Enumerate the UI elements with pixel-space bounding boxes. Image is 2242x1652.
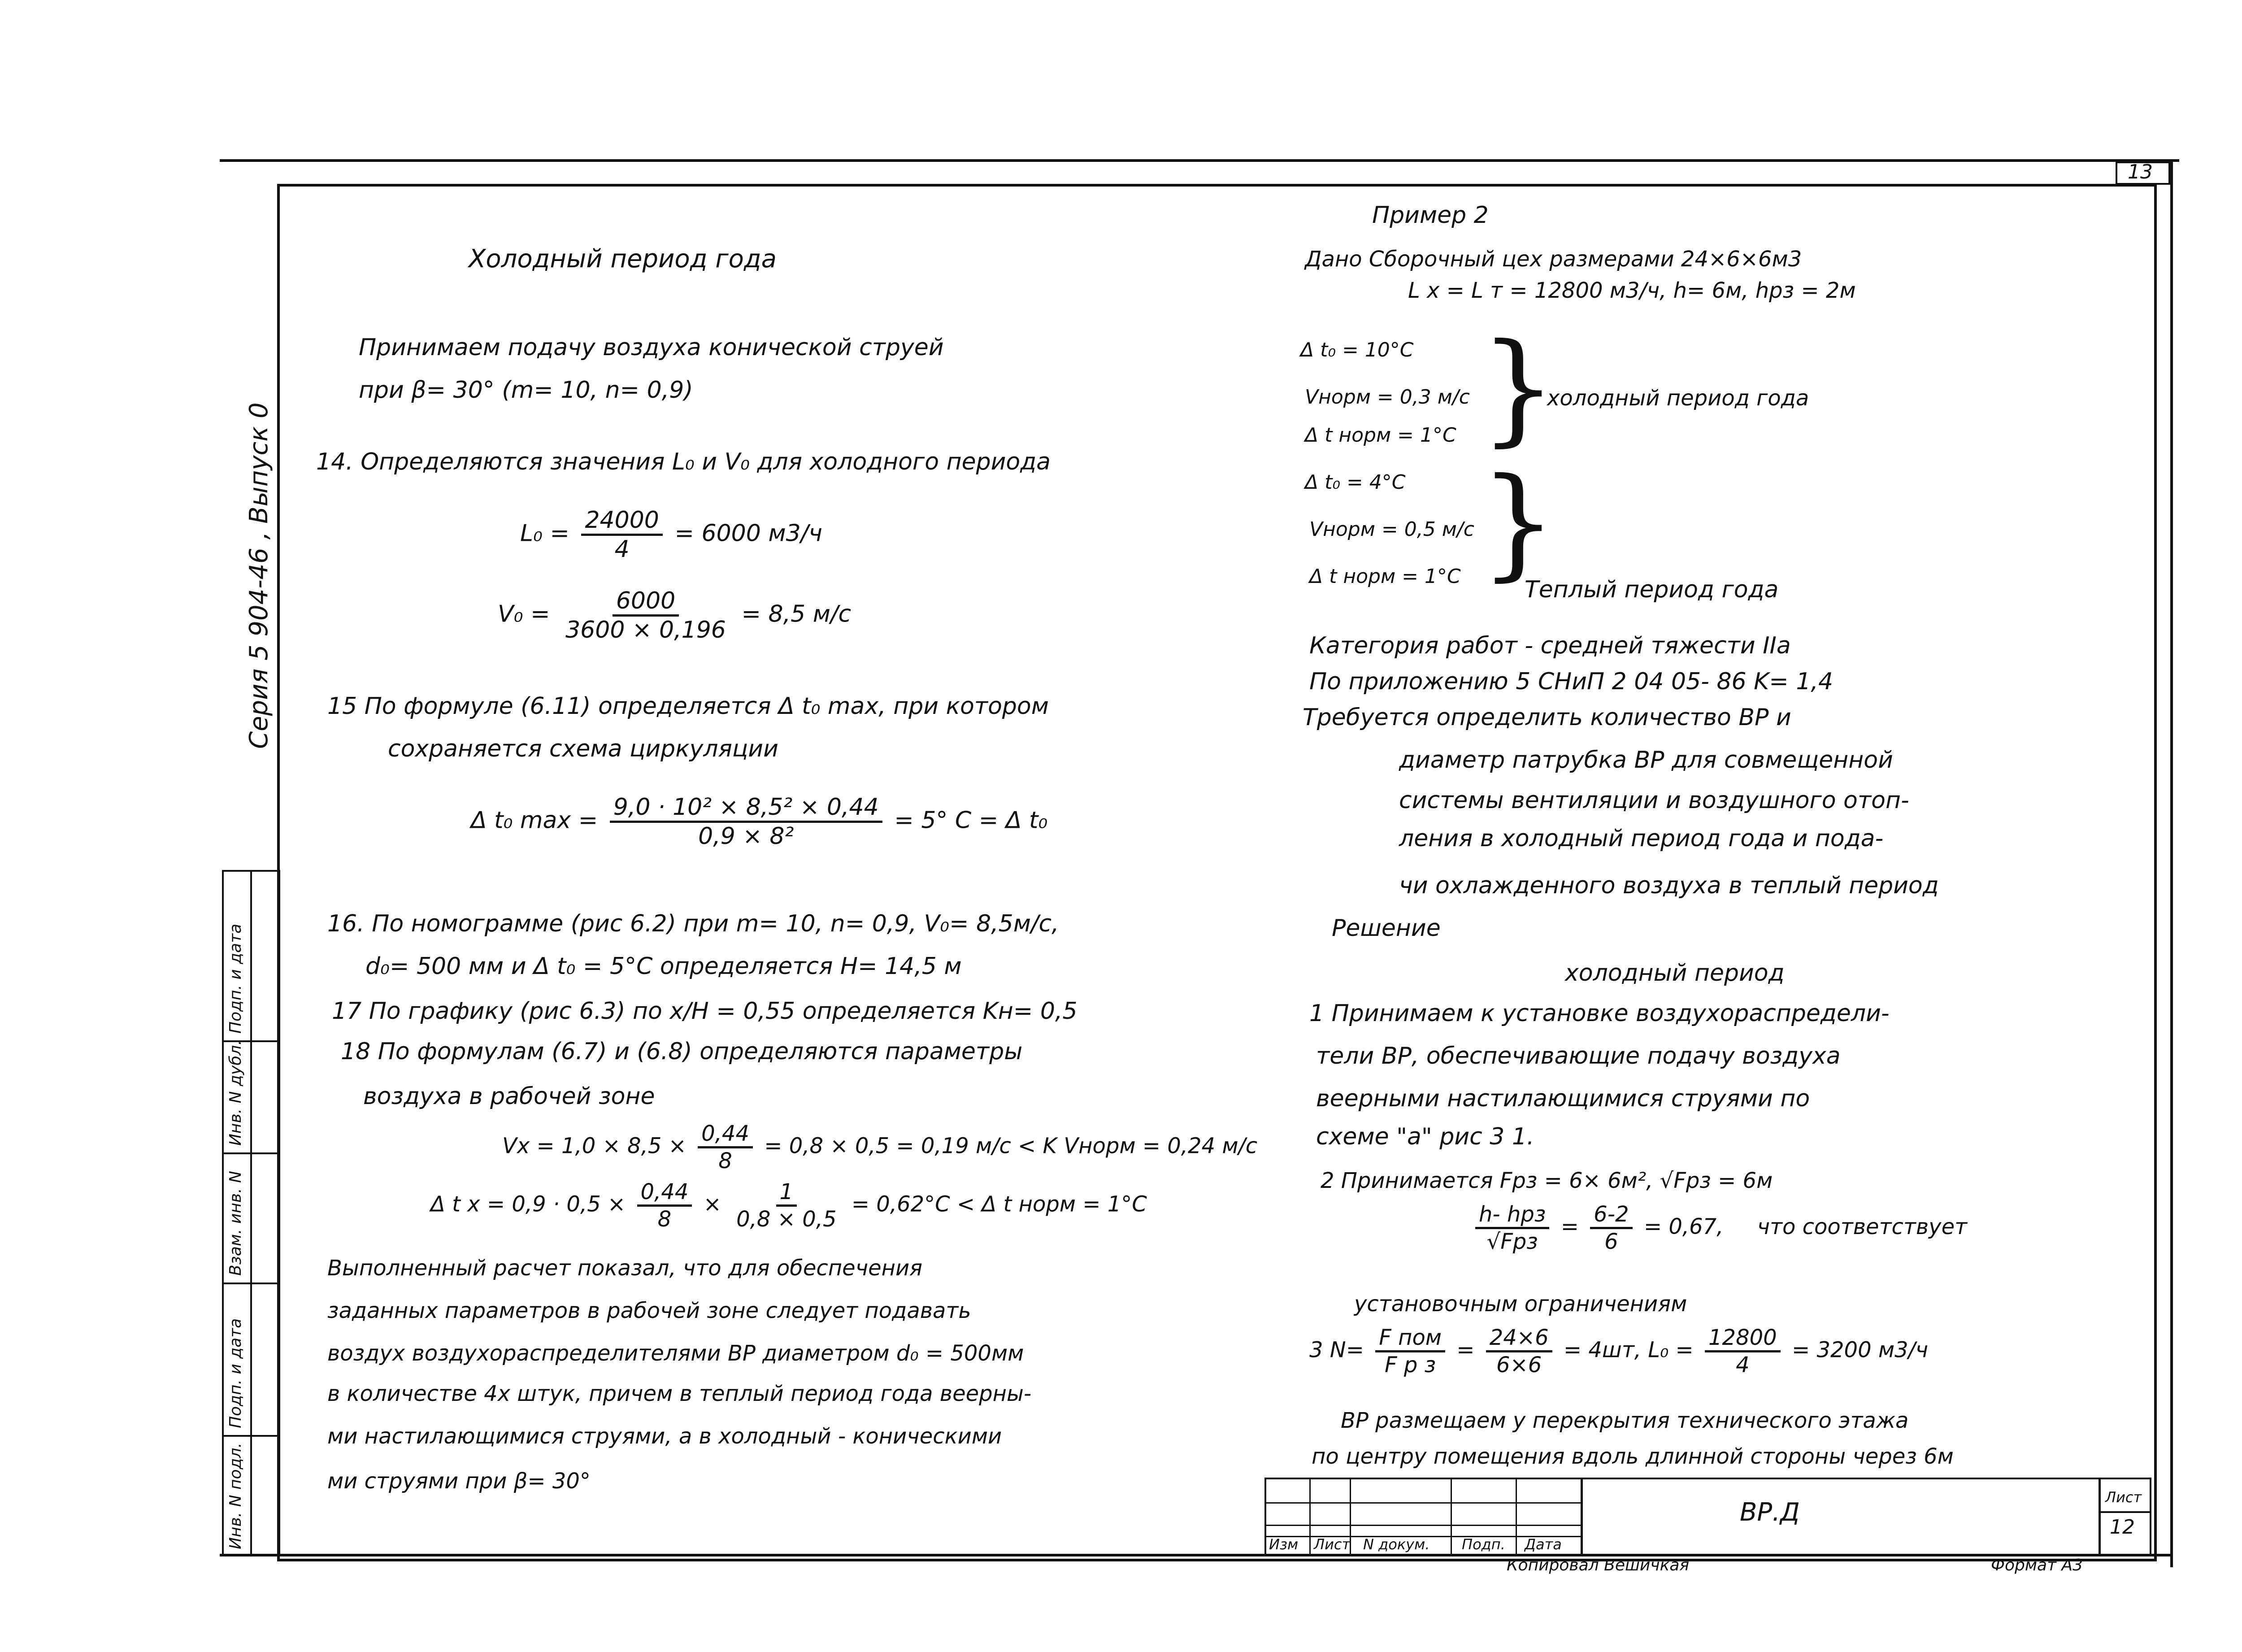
rev-col-3 [1451,1478,1452,1556]
warm-dtnorm: Δ t норм = 1°C [1309,565,1461,588]
stamp-podp-data-2: Подп. и дата [226,923,245,1034]
category-line: Категория работ - средней тяжести IIа [1309,632,1791,659]
formula-V0-num: 6000 [613,587,679,617]
rev-head-list: Лист [1314,1536,1351,1553]
page-number: 13 [2128,161,2153,183]
formula-tx [430,1179,1147,1232]
left-heading: Холодный период года [469,244,777,274]
cold-brace: } [1480,317,1557,458]
series-label: Серия 5 904-46 , Выпуск 0 [244,402,274,749]
cold-dtnorm: Δ t норм = 1°C [1305,424,1456,447]
formula-tx-den-2: 0,8 × 0,5 [736,1207,837,1232]
rev-head-izm: Изм [1269,1536,1299,1553]
requirement-line-2: диаметр патрубка ВР для совмещенной [1399,747,1893,774]
document-code: ВР.Д [1740,1498,1800,1527]
formula-vx [502,1121,1257,1174]
paper-format: Формат А3 [1991,1556,2083,1574]
left-intro-1: Принимаем подачу воздуха конической струей [359,334,944,361]
conclusion-line-4: в количестве 4х штук, причем в теплый период года веерны- [327,1381,1032,1406]
formula-L0-num: 24000 [581,507,662,536]
formula-tx-num-1: 0,44 [637,1179,692,1207]
formula-V0-lhs: V₀ = [498,600,550,628]
title-block-split [1581,1478,1583,1556]
formula-vx-lhs: Vx = 1,0 × 8,5 × [502,1133,687,1159]
formula-vx-num: 0,44 [698,1121,753,1148]
formula-L0 [520,507,822,563]
formula-n-den-2: 6×6 [1496,1352,1542,1378]
warm-brace: } [1480,452,1557,593]
formula-h-ratio [1471,1202,1967,1254]
step-15-line-1: 15 По формуле (6.11) определяется Δ t₀ max, при котором [327,693,1049,720]
formula-n-fraction-3 [1705,1325,1781,1378]
stamp-inv-podl: Инв. N подл. [226,1443,245,1549]
given-line-2: L x = L т = 12800 м3/ч, h= 6м, hрз = 2м [1408,278,1856,303]
placement-line-2: по центру помещения вдоль длинной стороны через 6м [1312,1444,1954,1469]
formula-tx-fraction-1 [637,1179,692,1232]
cold-dt0: Δ t₀ = 10°C [1300,339,1414,361]
example-title: Пример 2 [1372,202,1489,229]
title-block-sheet-hline [2099,1511,2151,1513]
formula-h-num-2: 6-2 [1590,1202,1632,1229]
formula-dt-rhs: = 5° C = Δ t₀ [894,807,1048,834]
stamp-vzam-inv: Взам. инв. N [226,1171,245,1276]
sheet-number: 12 [2110,1516,2135,1539]
formula-h-den-2: 6 [1604,1229,1618,1254]
formula-n-den-1: F р з [1385,1352,1436,1378]
formula-dt-max [471,794,1047,850]
step-17: 17 По графику (рис 6.3) по x/H = 0,55 определяется Kн= 0,5 [332,998,1078,1025]
step-14: 14. Определяются значения L₀ и V₀ для холодного периода [316,448,1051,475]
stamp-inv-dubl: Инв. N дубл. [226,1040,245,1146]
solution-2: 2 Принимается Fрз = 6× 6м², √Fрз = 6м [1321,1168,1773,1193]
formula-vx-den: 8 [718,1148,732,1174]
rev-row-2 [1264,1525,1581,1526]
requirement-line-5: чи охлажденного воздуха в теплый период [1399,872,1939,899]
conclusion-line-3: воздух воздухораспределителями ВР диаметром d₀ = 500мм [327,1341,1024,1366]
right-outer-line [2170,159,2173,1567]
requirement-line-1: Требуется определить количество ВР и [1303,704,1791,731]
formula-tx-num-2: 1 [776,1179,797,1207]
conclusion-line-1: Выполненный расчет показал, что для обеспечения [327,1256,923,1281]
rev-head-ndok: N докум. [1363,1536,1430,1553]
formula-V0 [498,587,851,643]
formula-n-num-2: 24×6 [1486,1325,1552,1352]
formula-vx-fraction [698,1121,753,1174]
side-stamp-row-3 [222,1282,280,1284]
formula-V0-fraction [562,587,730,643]
warm-period-label: Теплый период года [1525,576,1779,603]
step-15-line-2: сохраняется схема циркуляции [388,735,778,762]
requirement-line-4: ления в холодный период года и пода- [1399,825,1884,852]
conclusion-line-2: заданных параметров в рабочей зоне следует подавать [327,1298,971,1323]
requirement-line-3: системы вентиляции и воздушного отоп- [1399,787,1909,814]
formula-vx-rhs: = 0,8 × 0,5 = 0,19 м/с < K Vнорм = 0,24 м/с [764,1133,1258,1159]
formula-n-fraction-1 [1375,1325,1445,1378]
rev-col-1 [1309,1478,1311,1556]
rev-head-podp: Подп. [1462,1536,1505,1553]
formula-V0-den: 3600 × 0,196 [565,617,726,643]
rev-row-1 [1264,1502,1581,1504]
step-16-line-1: 16. По номограмме (рис 6.2) при m= 10, n= 0,9, V₀= 8,5м/с, [327,910,1059,937]
placement-line-1: ВР размещаем у перекрытия технического этажа [1341,1408,1909,1433]
formula-dt-fraction [610,794,882,850]
step-18-line-1: 18 По формулам (6.7) и (6.8) определяются параметры [341,1038,1023,1065]
warm-vnorm: Vнорм = 0,5 м/с [1309,518,1474,541]
formula-n-num-3: 12800 [1705,1325,1781,1352]
formula-n-fraction-2 [1486,1325,1552,1378]
formula-h-num-1: h- hрз [1475,1202,1549,1229]
formula-L0-lhs: L₀ = [520,520,569,547]
solution-1-line-3: веерными настилающимися струями по [1316,1085,1810,1112]
solution-heading: Решение [1332,915,1441,942]
formula-h-eq: = [1560,1214,1579,1239]
formula-h-den-1: √Fрз [1486,1229,1538,1254]
formula-dt-num: 9,0 · 10² × 8,5² × 0,44 [610,794,882,823]
step-18-line-2: воздуха в рабочей зоне [363,1083,655,1110]
cold-vnorm: Vнорм = 0,3 м/с [1305,386,1470,409]
formula-n-mid: = 4шт, L₀ = [1563,1337,1694,1363]
side-stamp-row-4 [222,1435,280,1437]
warm-dt0: Δ t₀ = 4°C [1305,471,1406,494]
formula-L0-fraction [581,507,662,563]
formula-h-rhs: = 0,67, [1643,1214,1724,1239]
conclusion-line-5: ми настилающимися струями, а в холодный - коническими [327,1424,1002,1449]
solution-2-constraints: установочным ограничениям [1354,1291,1687,1317]
side-stamp-row-2 [222,1152,280,1154]
formula-n-lead: 3 N= [1309,1337,1364,1363]
formula-h-tail: что соответствует [1757,1214,1968,1239]
formula-V0-rhs: = 8,5 м/с [741,600,852,628]
formula-L0-rhs: = 6000 м3/ч [674,520,822,547]
annex-line: По приложению 5 СНиП 2 04 05- 86 K= 1,4 [1309,668,1834,695]
left-intro-2: при β= 30° (m= 10, n= 0,9) [359,377,693,404]
formula-tx-mid: × [703,1191,721,1217]
rev-head-data: Дата [1525,1536,1562,1553]
given-line-1: Дано Сборочный цех размерами 24×6×6м3 [1305,247,1802,272]
formula-dt-lhs: Δ t₀ max = [471,807,598,834]
title-block-sheet-split [2099,1478,2101,1556]
conclusion-line-6: ми струями при β= 30° [327,1469,591,1494]
solution-1-line-2: тели ВР, обеспечивающие подачу воздуха [1316,1043,1841,1069]
cold-period-heading: холодный период [1565,960,1785,987]
side-stamp-divider [250,870,252,1556]
formula-n-den-3: 4 [1736,1352,1750,1378]
formula-n-rhs: = 3200 м3/ч [1791,1337,1929,1363]
stamp-podp-data-1: Подп. и дата [226,1318,245,1428]
cold-period-label: холодный период года [1547,386,1809,411]
step-16-line-2: d₀= 500 мм и Δ t₀ = 5°C определяется H= 14,5 м [365,953,962,980]
solution-1-line-4: схеме "а" рис 3 1. [1316,1123,1534,1150]
formula-dt-den: 0,9 × 8² [698,823,794,850]
copied-by: Копировал Вешичкая [1507,1556,1690,1574]
formula-h-fraction-1 [1475,1202,1549,1254]
rev-col-4 [1516,1478,1517,1556]
formula-n [1309,1325,1928,1378]
solution-1-line-1: 1 Принимаем к установке воздухораспредели- [1309,1000,1890,1027]
sheet-label: Лист [2105,1489,2142,1506]
formula-tx-den-1: 8 [657,1207,672,1232]
formula-tx-lhs: Δ t x = 0,9 · 0,5 × [430,1191,626,1217]
formula-tx-fraction-2 [733,1179,840,1232]
formula-tx-rhs: = 0,62°C < Δ t норм = 1°C [851,1191,1147,1217]
formula-n-num-1: F пом [1375,1325,1445,1352]
formula-L0-den: 4 [614,536,630,563]
formula-n-eq: = [1456,1337,1475,1363]
top-border-line [220,159,2179,162]
formula-h-fraction-2 [1590,1202,1632,1254]
